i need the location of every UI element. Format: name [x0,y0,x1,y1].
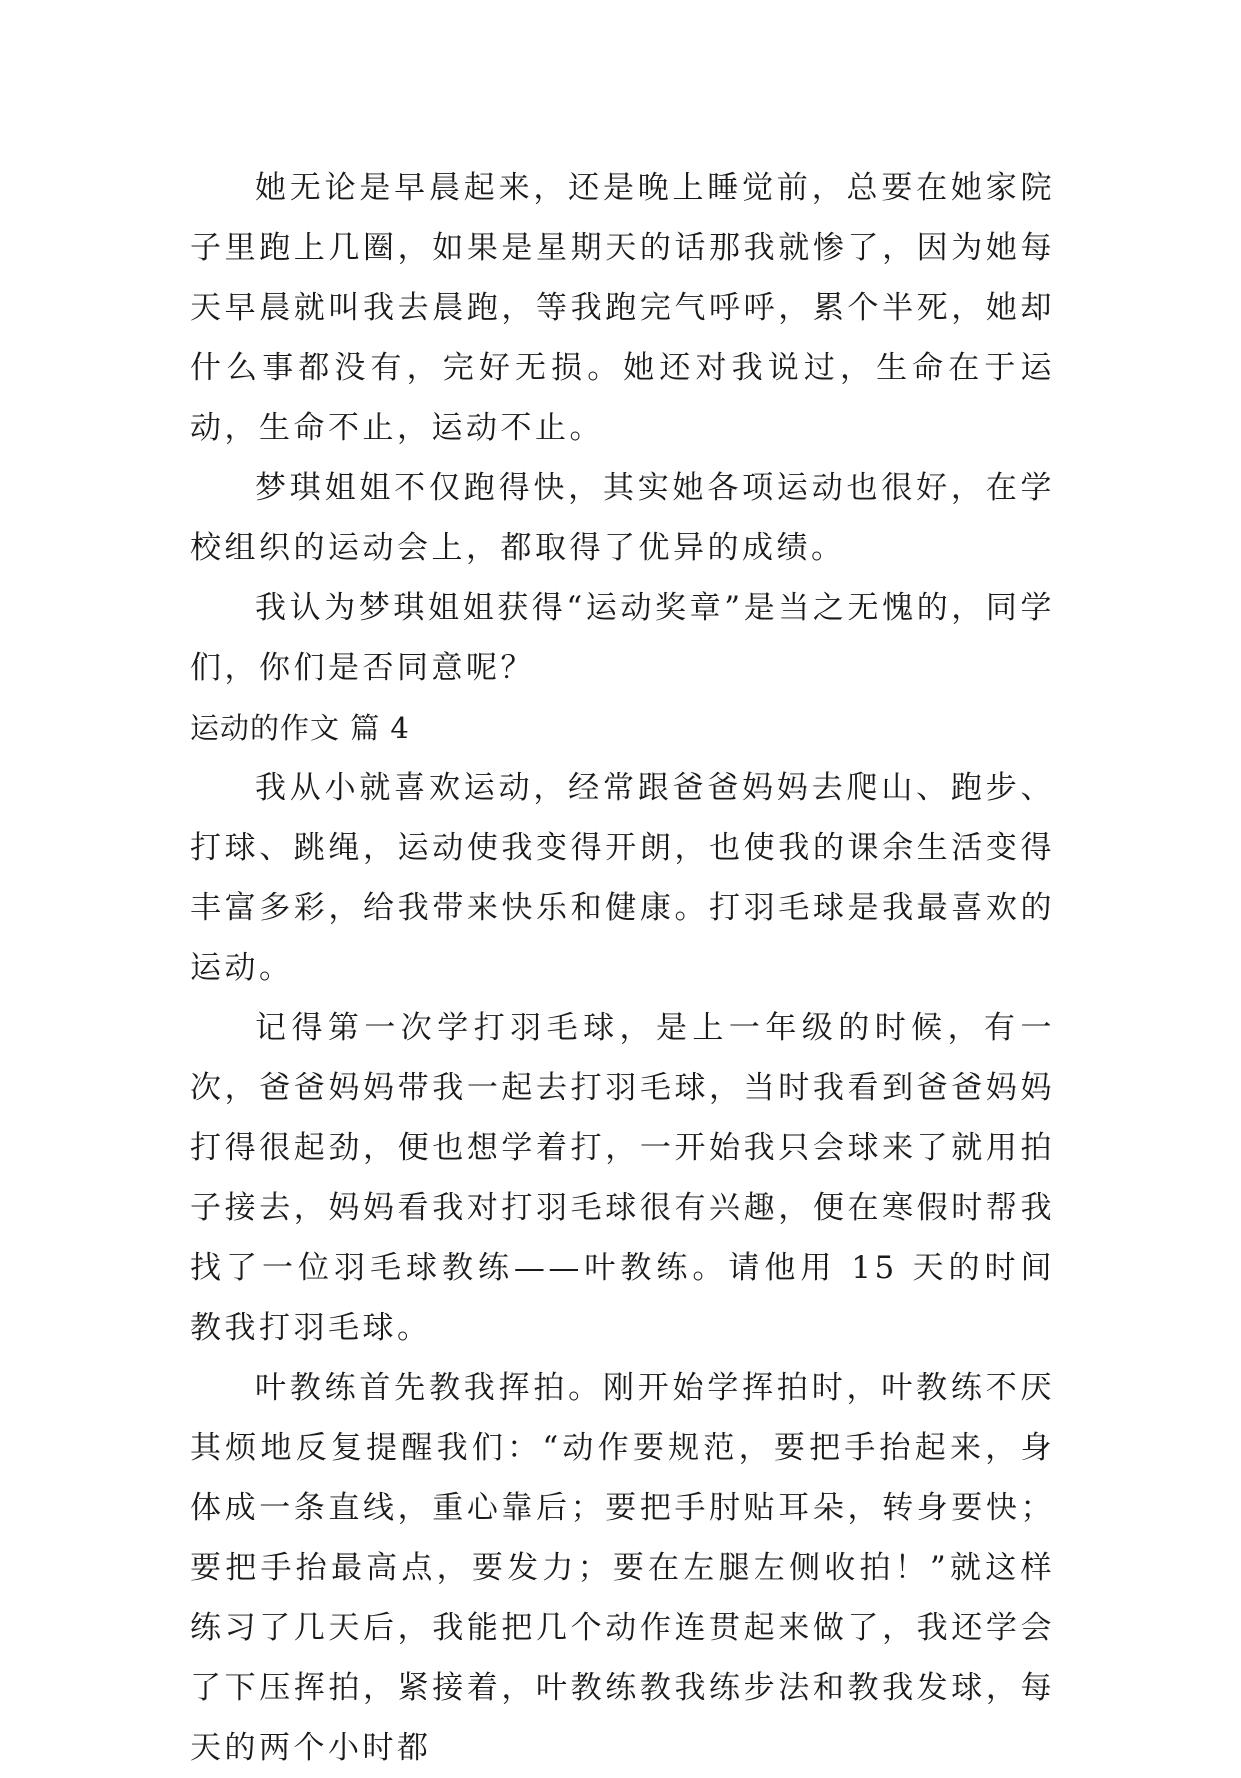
paragraph: 叶教练首先教我挥拍。刚开始学挥拍时，叶教练不厌其烦地反复提醒我们：“动作要规范，要把手抬起来，身体成一条直线，重心靠后；要把手肘贴耳朵，转身要快；要把手抬最高点，要发力；要在左腿左侧收拍！”就这样练习了几天后，我能把几个动作连贯起来做了，我还学会了下压挥拍，紧接着，叶教练教我练步法和教我发球，每天的两个小时都 [190,1370,1055,1766]
paragraph: 记得第一次学打羽毛球，是上一年级的时候，有一次，爸爸妈妈带我一起去打羽毛球，当时我看到爸爸妈妈打得很起劲，便也想学着打，一开始我只会球来了就用拍子接去，妈妈看我对打羽毛球很有兴趣，便在寒假时帮我找了一位羽毛球教练——叶教练。请他用 15 天的时间教我打羽毛球。 [190,1010,1055,1346]
paragraph: 她无论是早晨起来，还是晚上睡觉前，总要在她家院子里跑上几圈，如果是星期天的话那我就惨了，因为她每天早晨就叫我去晨跑，等我跑完气呼呼，累个半死，她却什么事都没有，完好无损。她还对我说过，生命在于运动，生命不止，运动不止。 [190,170,1055,446]
paragraph: 我认为梦琪姐姐获得“运动奖章”是当之无愧的，同学们，你们是否同意呢？ [190,590,1055,686]
section-heading: 运动的作文 篇 4 [190,711,410,745]
paragraph: 我从小就喜欢运动，经常跟爸爸妈妈去爬山、跑步、打球、跳绳，运动使我变得开朗，也使我的课余生活变得丰富多彩，给我带来快乐和健康。打羽毛球是我最喜欢的运动。 [190,770,1055,986]
paragraph: 梦琪姐姐不仅跑得快，其实她各项运动也很好，在学校组织的运动会上，都取得了优异的成绩。 [190,470,1055,566]
document-body [190,158,1055,1778]
